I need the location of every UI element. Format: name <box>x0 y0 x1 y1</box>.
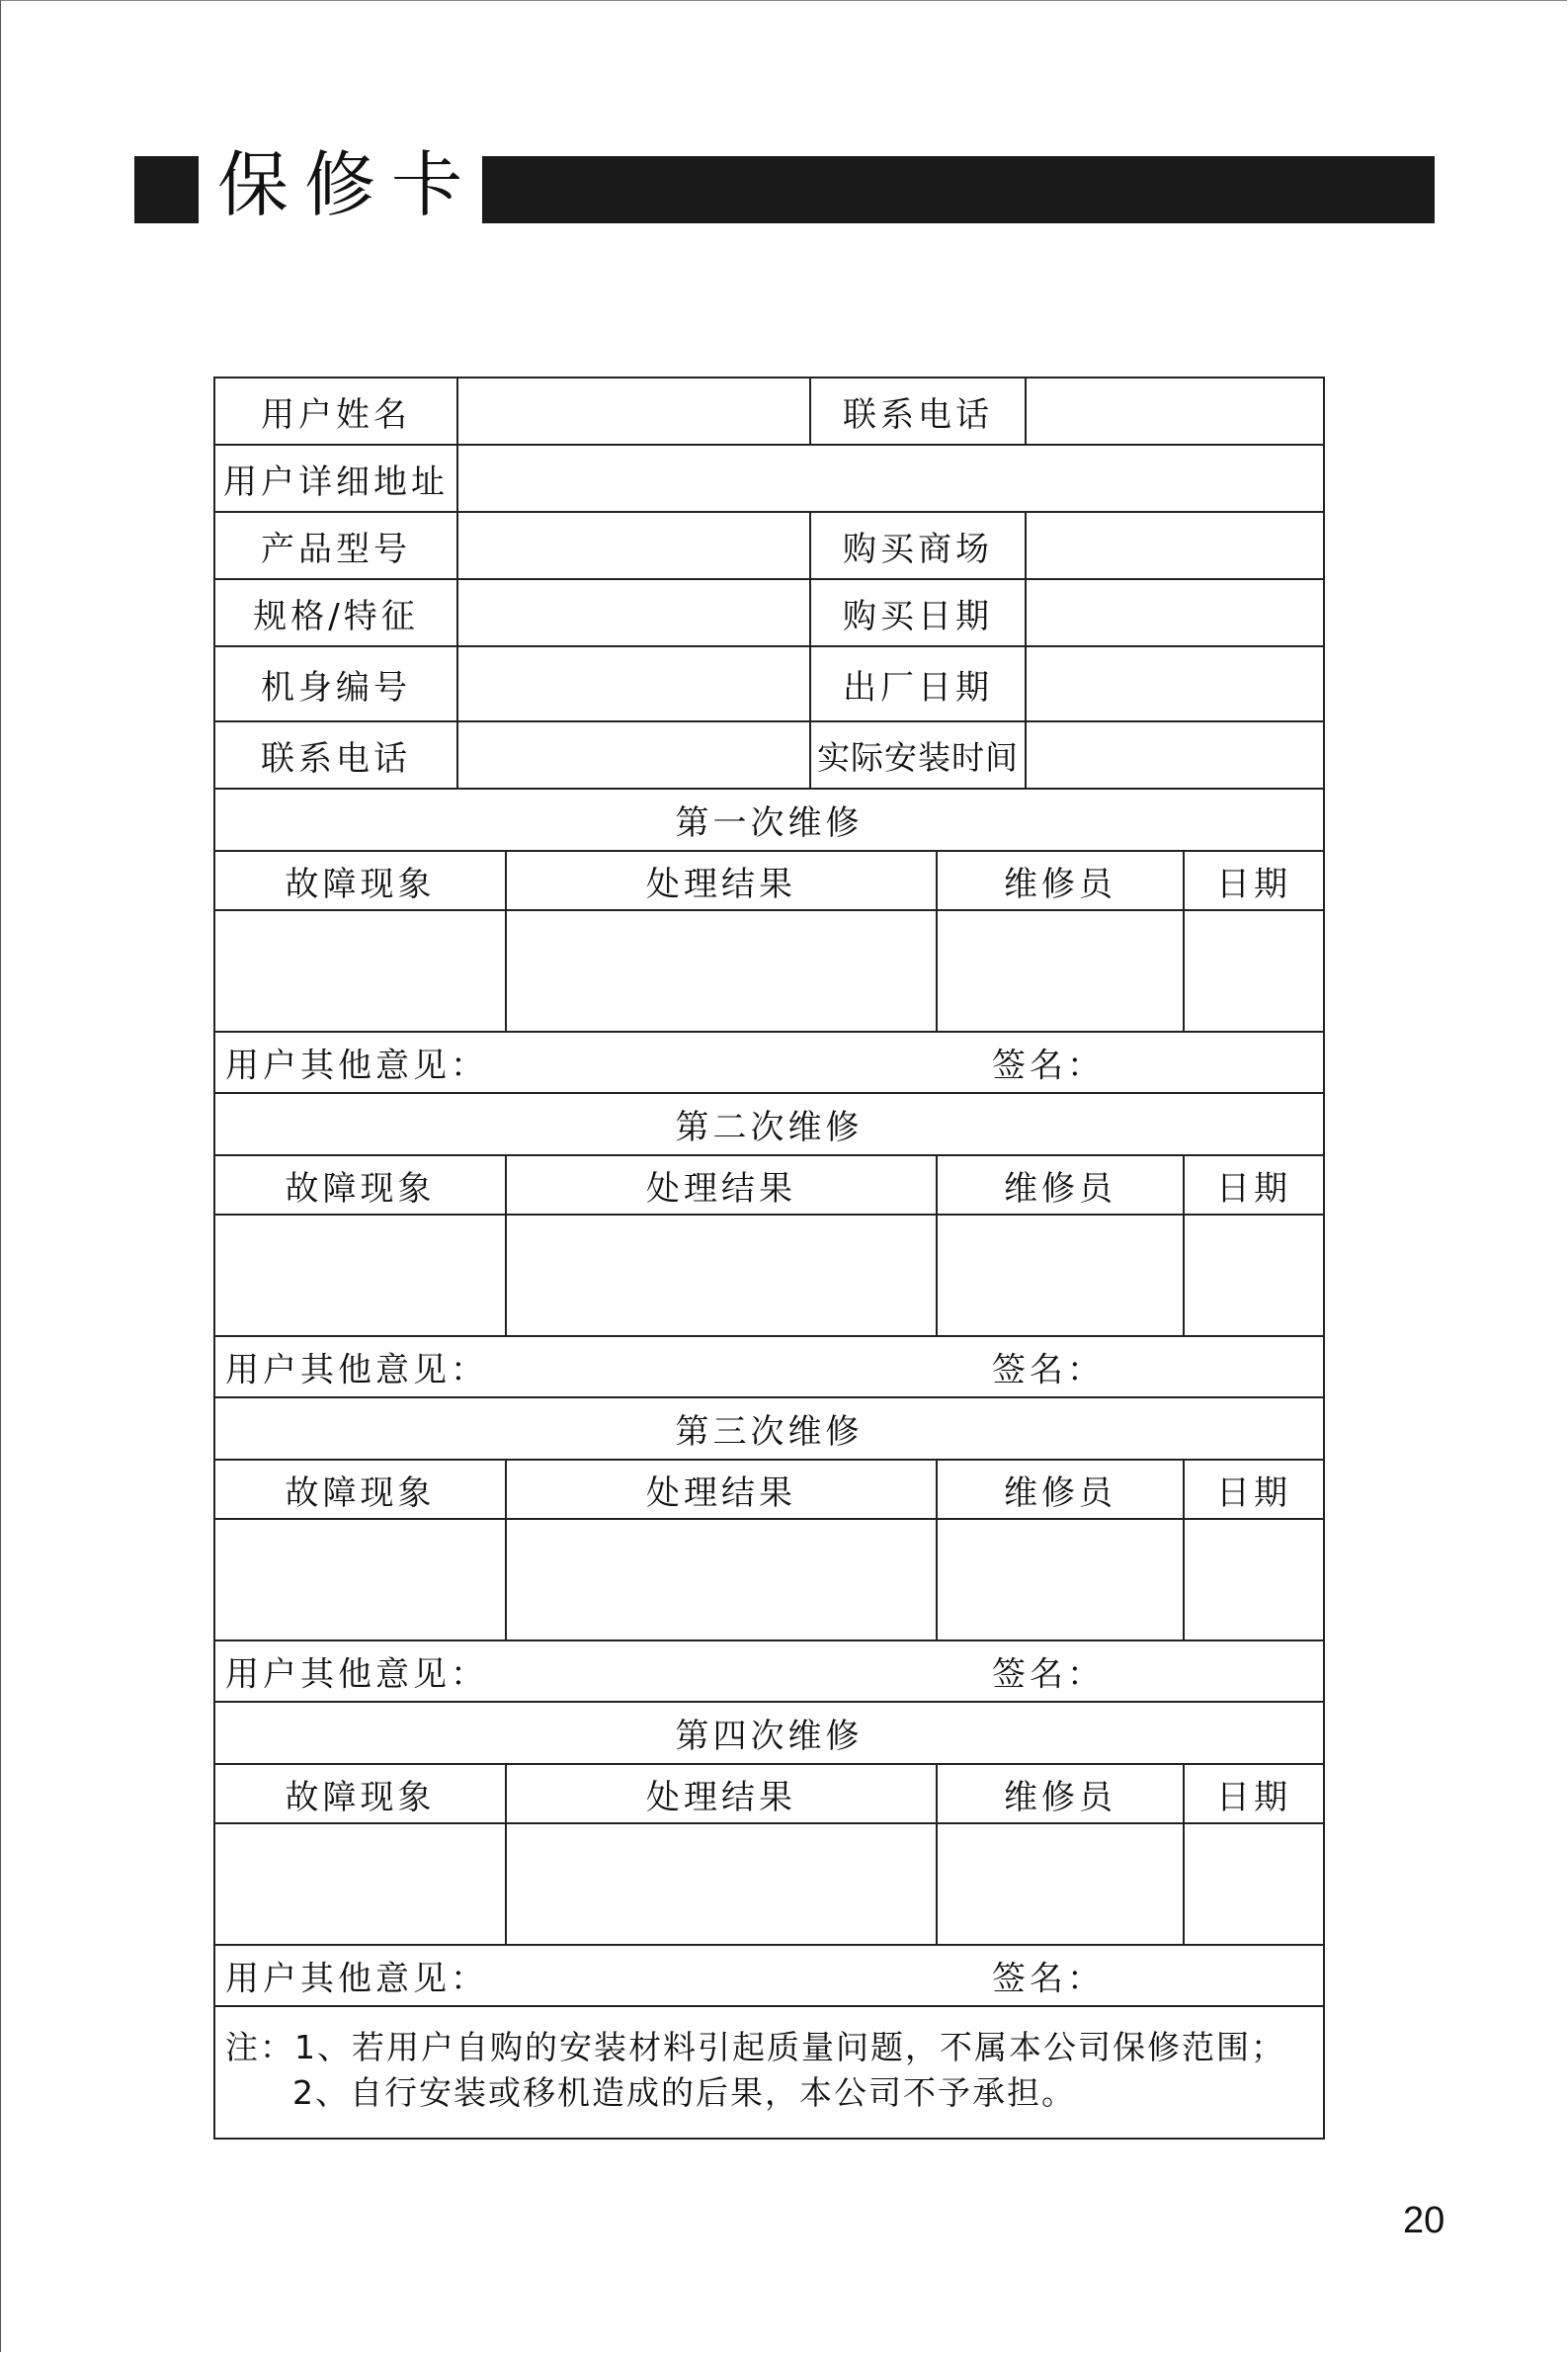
store-label: 购买商场 <box>811 513 1027 578</box>
result-field[interactable] <box>507 911 938 1031</box>
contact-phone-field[interactable] <box>1027 378 1323 444</box>
opinion-field[interactable] <box>215 1033 1323 1092</box>
user-name-field[interactable] <box>458 378 811 444</box>
repair-header-row <box>215 852 1323 911</box>
result-column-header: 处理结果 <box>507 1765 938 1822</box>
date-column-header: 日期 <box>1216 1472 1291 1513</box>
signature-label: 签名： <box>992 1654 1105 1695</box>
repair-section-title <box>215 1094 1323 1156</box>
technician-column-header: 维修员 <box>938 1461 1185 1518</box>
repair-section-title <box>215 790 1323 852</box>
address-label: 用户详细地址 <box>215 446 458 511</box>
page-number: 20 <box>1403 2200 1445 2241</box>
info-row <box>215 580 1323 647</box>
info-row <box>215 513 1323 580</box>
warranty-form <box>213 377 1325 2140</box>
repair-entry-row <box>215 1216 1323 1337</box>
opinion-label: 用户其他意见： <box>225 1654 488 1695</box>
install-time-label: 实际安装时间 <box>811 722 1027 788</box>
repair-section-title <box>215 1703 1323 1765</box>
opinion-row <box>215 1946 1323 2007</box>
signature-label: 签名： <box>992 1046 1105 1086</box>
opinion-row <box>215 1641 1323 1703</box>
technician-column-header: 维修员 <box>938 1156 1185 1214</box>
spec-label: 规格/特征 <box>215 580 458 645</box>
result-column-header: 处理结果 <box>507 852 938 909</box>
technician-field[interactable] <box>938 1216 1185 1335</box>
repair-title: 第三次维修 <box>675 1412 864 1452</box>
phone2-field[interactable] <box>458 722 811 788</box>
opinion-label: 用户其他意见： <box>225 1959 488 1999</box>
technician-field[interactable] <box>938 1520 1185 1639</box>
model-label: 产品型号 <box>215 513 458 578</box>
fault-field[interactable] <box>215 1824 507 1944</box>
result-field[interactable] <box>507 1824 938 1944</box>
opinion-row <box>215 1033 1323 1094</box>
repair-header-row <box>215 1156 1323 1216</box>
user-name-label: 用户姓名 <box>215 378 458 444</box>
result-field[interactable] <box>507 1520 938 1639</box>
factory-date-label: 出厂日期 <box>811 647 1027 720</box>
info-row <box>215 722 1323 790</box>
fault-field[interactable] <box>215 1520 507 1639</box>
technician-column-header: 维修员 <box>938 1765 1185 1822</box>
date-column-header: 日期 <box>1216 1168 1291 1209</box>
opinion-field[interactable] <box>215 1946 1323 2005</box>
repair-title: 第四次维修 <box>675 1717 864 1756</box>
fault-field[interactable] <box>215 911 507 1031</box>
fault-column-header: 故障现象 <box>215 1156 507 1214</box>
info-row <box>215 446 1323 513</box>
technician-column-header: 维修员 <box>938 852 1185 909</box>
info-row <box>215 647 1323 722</box>
model-field[interactable] <box>458 513 811 578</box>
watermark <box>1107 2115 1482 2293</box>
info-row <box>215 378 1323 446</box>
repair-title: 第一次维修 <box>675 803 864 843</box>
contact-phone-label: 联系电话 <box>811 378 1027 444</box>
serial-label: 机身编号 <box>215 647 458 720</box>
date-field[interactable] <box>1185 911 1323 1031</box>
date-field[interactable] <box>1185 1824 1323 1944</box>
purchase-date-field[interactable] <box>1027 580 1323 645</box>
date-field[interactable] <box>1185 1216 1323 1335</box>
opinion-field[interactable] <box>215 1337 1323 1396</box>
technician-field[interactable] <box>938 1824 1185 1944</box>
note-line-1: 注：1、若用户自购的安装材料引起质量问题，不属本公司保修范围； <box>225 2028 1285 2066</box>
result-field[interactable] <box>507 1216 938 1335</box>
repair-header-row <box>215 1765 1323 1824</box>
opinion-label: 用户其他意见： <box>225 1046 488 1086</box>
store-field[interactable] <box>1027 513 1323 578</box>
page-title: 保修卡 <box>217 143 479 226</box>
result-column-header: 处理结果 <box>507 1156 938 1214</box>
date-field[interactable] <box>1185 1520 1323 1639</box>
install-time-field[interactable] <box>1027 722 1323 788</box>
opinion-field[interactable] <box>215 1641 1323 1701</box>
repair-entry-row <box>215 911 1323 1033</box>
repair-title: 第二次维修 <box>675 1108 864 1147</box>
date-column-header: 日期 <box>1216 864 1291 904</box>
address-field[interactable] <box>458 446 1323 511</box>
repair-entry-row <box>215 1824 1323 1946</box>
opinion-label: 用户其他意见： <box>225 1350 488 1390</box>
signature-label: 签名： <box>992 1350 1105 1390</box>
repair-entry-row <box>215 1520 1323 1641</box>
repair-section-title <box>215 1398 1323 1461</box>
header-bar <box>482 156 1435 223</box>
fault-field[interactable] <box>215 1216 507 1335</box>
signature-label: 签名： <box>992 1959 1105 1999</box>
repair-header-row <box>215 1461 1323 1520</box>
fault-column-header: 故障现象 <box>215 1765 507 1822</box>
serial-field[interactable] <box>458 647 811 720</box>
technician-field[interactable] <box>938 911 1185 1031</box>
phone2-label: 联系电话 <box>215 722 458 788</box>
opinion-row <box>215 1337 1323 1398</box>
note-line-2: 2、自行安装或移机造成的后果，本公司不予承担。 <box>292 2073 1076 2112</box>
fault-column-header: 故障现象 <box>215 852 507 909</box>
factory-date-field[interactable] <box>1027 647 1323 720</box>
result-column-header: 处理结果 <box>507 1461 938 1518</box>
fault-column-header: 故障现象 <box>215 1461 507 1518</box>
spec-field[interactable] <box>458 580 811 645</box>
header-block <box>134 156 199 223</box>
purchase-date-label: 购买日期 <box>811 580 1027 645</box>
date-column-header: 日期 <box>1216 1777 1291 1817</box>
